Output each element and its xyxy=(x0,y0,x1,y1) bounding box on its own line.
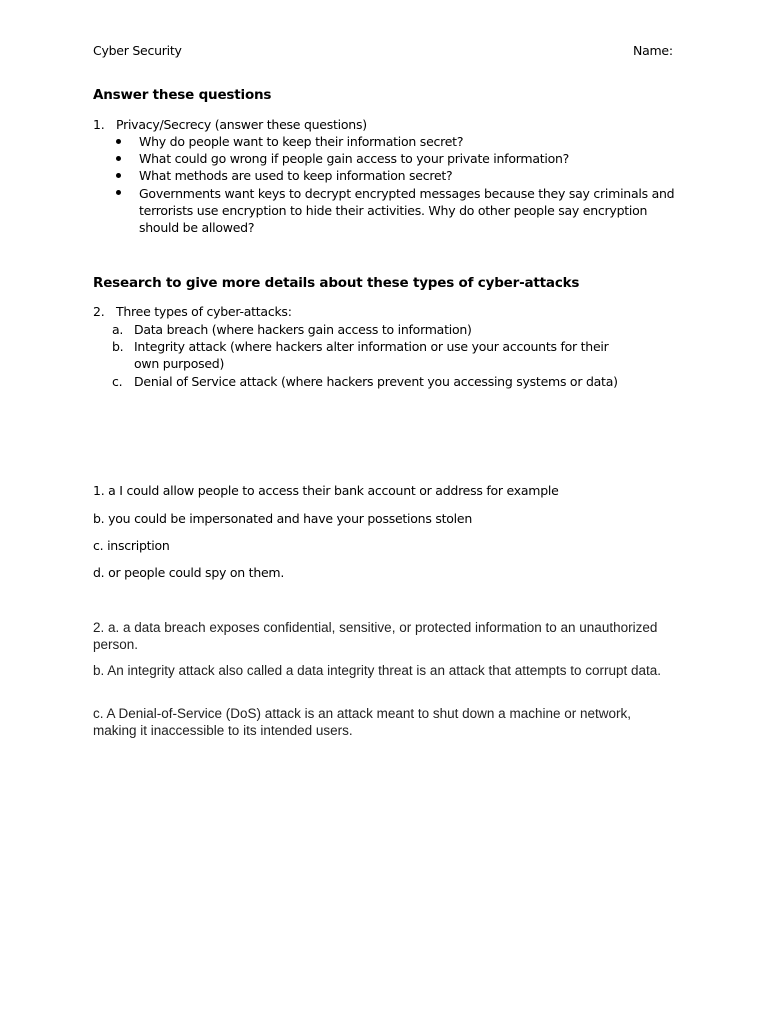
course-title: Cyber Security xyxy=(93,43,182,58)
section2-heading: Research to give more details about these types of cyber-attacks xyxy=(93,275,580,291)
question-bullet: What could go wrong if people gain access to your private information? xyxy=(139,151,570,166)
answer-paragraph: b. An integrity attack also called a data integrity threat is an attack that attempts to corrupt data. xyxy=(93,663,662,678)
answer-line: b. you could be impersonated and have your possetions stolen xyxy=(93,511,472,526)
question-bullet: Why do people want to keep their information secret? xyxy=(139,134,464,149)
subitem-letter: c. xyxy=(112,374,123,389)
bullet-icon xyxy=(116,173,121,178)
answer-paragraph: c. A Denial-of-Service (DoS) attack is an attack meant to shut down a machine or network, making it inaccessible to its intended users. xyxy=(93,706,631,738)
subitem-letter: a. xyxy=(112,322,124,337)
question-bullet: Governments want keys to decrypt encrypted messages because they say criminals and terrorists use encryption to hide their activities. Why do other people say encryption should be allowed? xyxy=(139,186,675,235)
section1-heading: Answer these questions xyxy=(93,87,272,103)
answer-line: d. or people could spy on them. xyxy=(93,565,285,580)
item1-number: 1. xyxy=(93,117,105,132)
item1-text: Privacy/Secrecy (answer these questions) xyxy=(116,117,367,132)
bullet-icon xyxy=(116,190,121,195)
bullet-icon xyxy=(116,139,121,144)
subitem-text: Denial of Service attack (where hackers prevent you accessing systems or data) xyxy=(134,374,618,389)
answer-paragraph: 2. a. a data breach exposes confidential, sensitive, or protected information to an unauthorized person. xyxy=(93,620,658,652)
question-bullet: What methods are used to keep information secret? xyxy=(139,168,453,183)
subitem-text: Integrity attack (where hackers alter information or use your accounts for their own purposed) xyxy=(134,339,609,371)
item2-number: 2. xyxy=(93,304,105,319)
answer-line: 1. a I could allow people to access their bank account or address for example xyxy=(93,483,559,498)
subitem-text: Data breach (where hackers gain access to information) xyxy=(134,322,472,337)
name-label: Name: xyxy=(633,43,673,58)
subitem-letter: b. xyxy=(112,339,124,354)
item2-text: Three types of cyber-attacks: xyxy=(116,304,292,319)
answer-line: c. inscription xyxy=(93,538,170,553)
bullet-icon xyxy=(116,156,121,161)
